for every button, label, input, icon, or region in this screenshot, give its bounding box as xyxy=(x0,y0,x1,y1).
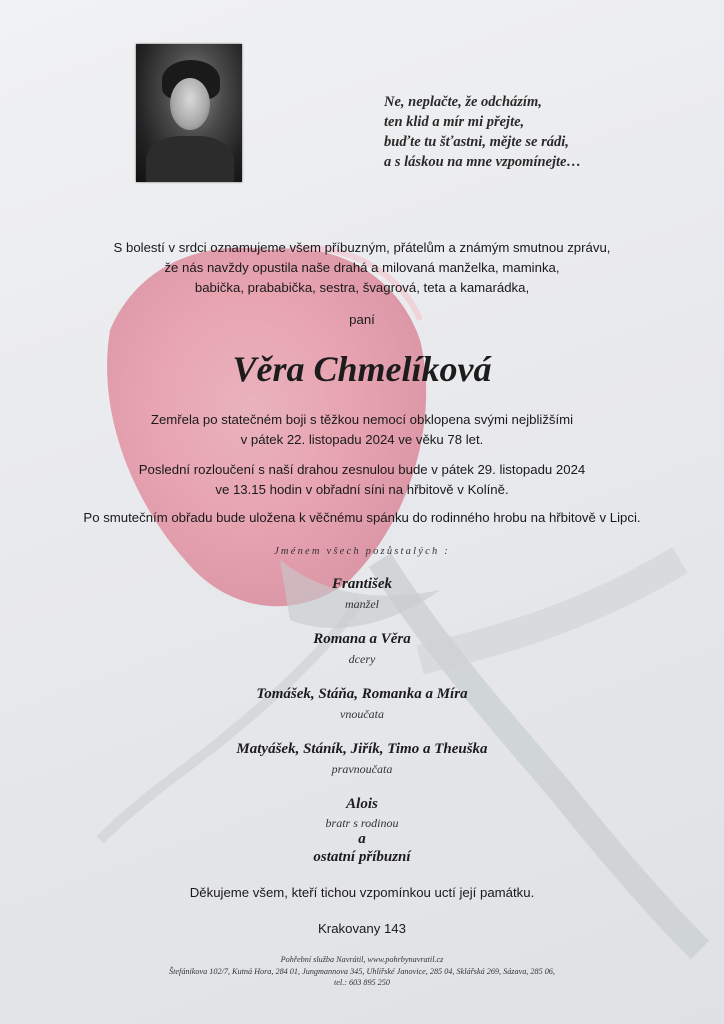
death-line: v pátek 22. listopadu 2024 ve věku 78 let. xyxy=(240,432,484,447)
poem-line: a s láskou na mne vzpomínejte… xyxy=(384,154,581,170)
announcement-line: babička, prababička, sestra, švagrová, teta a kamarádka, xyxy=(194,280,530,295)
farewell-line: ve 13.15 hodin v obřadní síni na hřbitově v Kolíně. xyxy=(215,482,509,497)
burial-notice: Po smutečním obřadu bude uložena k věčnému spánku do rodinného hrobu na hřbitově v Lipci. xyxy=(83,510,641,525)
funeral-service-footer xyxy=(0,954,724,989)
announcement xyxy=(0,238,724,298)
address: Krakovany 143 xyxy=(318,921,406,936)
footer-line: Štefánikova 102/7, Kutná Hora, 284 01, Jungmannova 345, Uhlířské Janovice, 285 04, Sklářská 269, Sázava, 285 06, xyxy=(169,966,555,976)
mourner-role: dcery xyxy=(348,652,376,666)
farewell-notice xyxy=(0,460,724,500)
mourner-name: Matyášek, Stáník, Jiřík, Timo a Theuška xyxy=(236,741,488,757)
mourner-name: Tomášek, Stáňa, Romanka a Míra xyxy=(256,686,468,702)
mourner-name: Alois xyxy=(346,796,378,812)
death-notice xyxy=(0,410,724,450)
mourner-others: ostatní příbuzní xyxy=(313,849,411,865)
mourner-role: pravnoučata xyxy=(331,762,393,776)
mourner-conjunction: a xyxy=(358,831,366,847)
poem-line: buďte tu šťastni, mějte se rádi, xyxy=(384,134,569,150)
poem-line: ten klid a mír mi přejte, xyxy=(384,114,525,130)
mourners-intro: Jménem všech pozůstalých : xyxy=(274,546,450,557)
honorific: paní xyxy=(349,312,375,327)
mourner-name: František xyxy=(331,576,392,592)
announcement-line: S bolestí v srdci oznamujeme všem příbuzným, přátelům a známým smutnou zprávu, xyxy=(113,240,611,255)
poem-line: Ne, neplačte, že odcházím, xyxy=(384,94,542,110)
portrait-photo xyxy=(136,44,242,182)
memorial-poem xyxy=(384,92,684,172)
mourner-role: bratr s rodinou xyxy=(325,816,399,830)
thanks-note: Děkujeme všem, kteří tichou vzpomínkou uctí její památku. xyxy=(189,885,535,900)
announcement-line: že nás navždy opustila naše drahá a milovaná manželka, maminka, xyxy=(164,260,560,275)
footer-line: tel.: 603 895 250 xyxy=(334,978,390,987)
death-line: Zemřela po statečném boji s těžkou nemocí obklopena svými nejbližšími xyxy=(150,412,574,427)
deceased-name: Věra Chmelíková xyxy=(232,349,492,389)
mourner-name: Romana a Věra xyxy=(313,631,411,647)
footer-line: Pohřební služba Navrátil, www.pohrbynavratil.cz xyxy=(280,955,444,964)
farewell-line: Poslední rozloučení s naší drahou zesnulou bude v pátek 29. listopadu 2024 xyxy=(138,462,586,477)
mourner-role: vnoučata xyxy=(340,707,384,721)
mourner-role: manžel xyxy=(345,597,379,611)
